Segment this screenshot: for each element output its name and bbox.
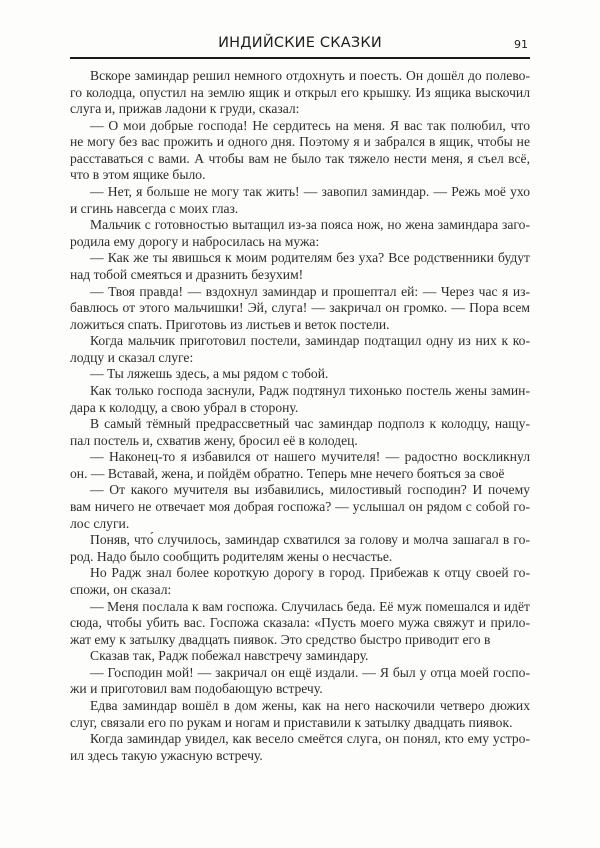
text-line: расставаться с вами. А чтобы вам не было так тяжело нести меня, я съел всё, xyxy=(70,150,530,166)
text-line: над тобой смеяться и дразнить безухим! xyxy=(70,266,304,282)
text-line: лос слуги. xyxy=(70,515,130,531)
text-line: сюда, чтобы убить вас. Госпожа сказала: «Пусть моего мужа свяжут и прило- xyxy=(70,615,530,631)
text-line: род. Надо было сообщить родителям жены о несчастье. xyxy=(70,548,393,564)
text-line: жат ему к затылку двадцать пиявок. Это средство быстро приводит его в xyxy=(70,631,491,647)
page-number: 91 xyxy=(514,38,528,51)
text-line: ложиться спать. Приготовь из листьев и веток постели. xyxy=(70,316,390,332)
text-line: не могу без вас прожить и одного дня. Поэтому я и забрался в ящик, чтобы не xyxy=(70,134,530,150)
text-line: Как только господа заснули, Радж подтянул тихонько постель жены замин- xyxy=(90,382,530,398)
text-line: В самый тёмный предрассветный час заминдар подполз к колодцу, нащу- xyxy=(90,416,530,432)
text-line: он. — Вставай, жена, и пойдём обратно. Теперь мне нечего бояться за своё xyxy=(70,465,505,481)
text-line: слуга и, прижав ладони к груди, сказал: xyxy=(70,101,300,117)
text-line: Едва заминдар вошёл в дом жены, как на него наскочили четверо дюжих xyxy=(90,697,530,713)
text-line: — Нет, я больше не могу так жить! — завопил заминдар. — Режь моё ухо xyxy=(90,184,530,200)
text-line: Когда мальчик приготовил постели, заминдар подтащил одну из них к ко- xyxy=(90,333,530,349)
text-line: жи и приготовил вам подобающую встречу. xyxy=(70,681,323,697)
text-line: и сгинь навсегда с моих глаз. xyxy=(70,200,239,216)
text-line: Сказав так, Радж побежал навстречу заминдару. xyxy=(90,648,369,664)
text-line: — О мои добрые господа! Не сердитесь на меня. Я вас так полюбил, что xyxy=(90,117,530,133)
text-line: что в этом ящике было. xyxy=(70,167,206,183)
text-line: — Наконец-то я избавился от нашего мучителя! — радостно воскликнул xyxy=(90,449,530,465)
text-line: Мальчик с готовностью вытащил из-за пояса нож, но жена заминдара заго- xyxy=(90,217,530,233)
text-line: слуг, связали его по рукам и ногам и приставили к затылку двадцать пиявок. xyxy=(70,714,513,730)
text-line: — Твоя правда! — вздохнул заминдар и прошептал ей: — Через час я из- xyxy=(90,283,530,299)
running-header xyxy=(70,33,530,59)
page-body-text xyxy=(70,68,530,764)
text-line: лодцу и сказал слуге: xyxy=(70,349,194,365)
text-line: го колодца, опустил на землю ящик и открыл его крышку. Из ящика выскочил xyxy=(70,84,530,100)
text-line: — От какого мучителя вы избавились, милостивый господин? И почему xyxy=(90,482,530,498)
text-line: спожи, он сказал: xyxy=(70,581,172,597)
text-line: дара к колодцу, а свою убрал в сторону. xyxy=(70,399,299,415)
running-title: ИНДИЙСКИЕ СКАЗКИ xyxy=(218,35,382,51)
text-line: пал постель и, схватив жену, бросил её в колодец. xyxy=(70,432,358,448)
text-line: вам ничего не отвечает моя добрая госпожа? — услышал он рядом с собой го- xyxy=(70,499,530,515)
text-line: родила ему дорогу и набросилась на мужа: xyxy=(70,233,320,249)
text-line: Поняв, что́ случилось, заминдар схватился за голову и молча зашагал в го- xyxy=(90,532,530,548)
text-line: Но Радж знал более короткую дорогу в город. Прибежав к отцу своей го- xyxy=(90,565,530,581)
text-line: Вскоре заминдар решил немного отдохнуть и поесть. Он дошёл до полево- xyxy=(90,68,530,83)
text-line: — Как же ты явишься к моим родителям без уха? Все родственники будут xyxy=(90,250,530,266)
text-line: — Господин мой! — закричал он ещё издали. — Я был у отца моей госпо- xyxy=(90,664,530,680)
text-line: ил здесь такую ужасную встречу. xyxy=(70,747,263,763)
text-line: — Меня послала к вам госпожа. Случилась беда. Её муж помешался и идёт xyxy=(90,598,530,614)
text-line: бавлюсь от этого мальчишки! Эй, слуга! — закричал он громко. — Пора всем xyxy=(70,300,530,316)
text-line: — Ты ляжешь здесь, а мы рядом с тобой. xyxy=(90,366,329,382)
text-line: Когда заминдар увидел, как весело смеётся слуга, он понял, кто ему устро- xyxy=(90,731,530,747)
